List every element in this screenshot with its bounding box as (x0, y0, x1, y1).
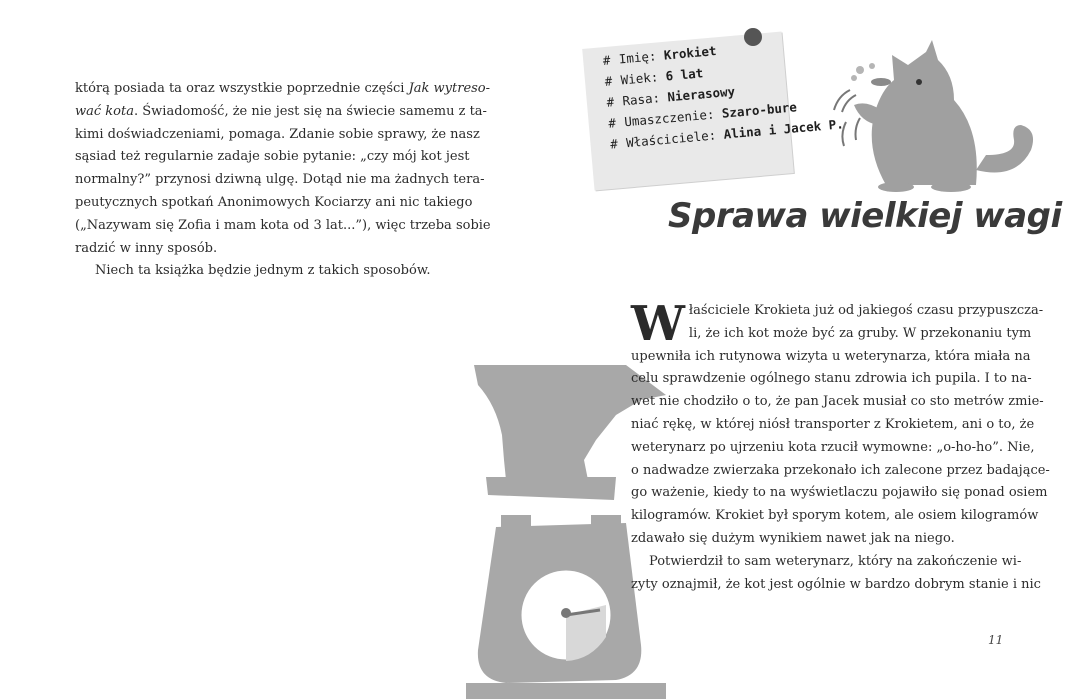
text-line: niać rękę, w której niósł transporter z Krokietem, ani o to, że (631, 416, 1035, 432)
text-line: Potwierdził to sam weterynarz, który na zakończenie wi- (649, 553, 1022, 569)
right-body-text (631, 296, 1050, 596)
text-line: normalny?” przynosi dziwną ulgę. Dotąd nie ma żadnych tera- (75, 172, 485, 188)
text-line: wet nie chodziło o to, że pan Jacek musiał co sto metrów zmie- (631, 394, 1044, 410)
note-row-owners: # Właściciele: Alina i Jacek P. (609, 116, 845, 152)
note-row-name: # Imię: Krokiet (602, 43, 717, 68)
text-line: („Nazywam się Zofia i mam kota od 3 lat...”), więc trzeba sobie (75, 217, 491, 233)
text-line: weterynarz po ujrzeniu kota rzucił wymowne: „o-ho-ho”. Nie, (631, 439, 1035, 455)
text-line: którą posiada ta oraz wszystkie poprzednie części Jak wytreso- (75, 81, 491, 96)
text-line: zyty oznajmił, że kot jest ogólnie w bardzo dobrym stanie i nic (631, 576, 1041, 592)
text-line: upewniła ich rutynowa wizyta u weterynarza, która miała na (631, 348, 1031, 364)
text-line: sąsiad też regularnie zadaje sobie pytanie: „czy mój kot jest (75, 149, 470, 165)
cat-info-list (602, 30, 845, 155)
cat-illustration (816, 30, 1056, 195)
text-line: kilogramów. Krokiet był sporym kotem, ale osiem kilogramów (631, 508, 1039, 524)
drop-cap: W (631, 296, 685, 352)
text-line: wać kota. Świadomość, że nie jest się na świecie samemu z ta- (75, 103, 487, 119)
text-line: celu sprawdzenie ogólnego stanu zdrowia ich pupila. I to na- (631, 371, 1032, 387)
chapter-title: Sprawa wielkiej wagi (668, 196, 1062, 236)
note-row-breed: # Rasa: Nierasowy (605, 83, 736, 110)
note-row-age: # Wiek: 6 lat (604, 65, 704, 89)
left-page (0, 0, 536, 699)
text-line: peutycznych spotkań Anonimowych Kociarzy ani nic takiego (75, 194, 473, 210)
text-line: o nadwadze zwierzaka przekonało ich zalecone przez badające- (631, 462, 1050, 478)
text-line: radzić w inny sposób. (75, 240, 218, 256)
right-page (536, 0, 1073, 699)
left-body-text (75, 78, 491, 283)
note-row-coat: # Umaszczenie: Szaro-bure (607, 99, 798, 131)
text-line: go ważenie, kiedy to na wyświetlaczu pojawiło się ponad osiem (631, 485, 1048, 501)
text-line: Niech ta książka będzie jednym z takich sposobów. (95, 263, 431, 279)
text-line: łaściciele Krokieta już od jakiegoś czasu przypuszcza- (688, 303, 1044, 318)
text-line: kimi doświadczeniami, pomaga. Zdanie sobie sprawy, że nasz (75, 126, 480, 142)
text-line: zdawało się dużym wynikiem nawet jak na niego. (631, 530, 955, 546)
page-number: 11 (988, 633, 1004, 647)
text-line: li, że ich kot może być za gruby. W przekonaniu tym (688, 325, 1032, 341)
